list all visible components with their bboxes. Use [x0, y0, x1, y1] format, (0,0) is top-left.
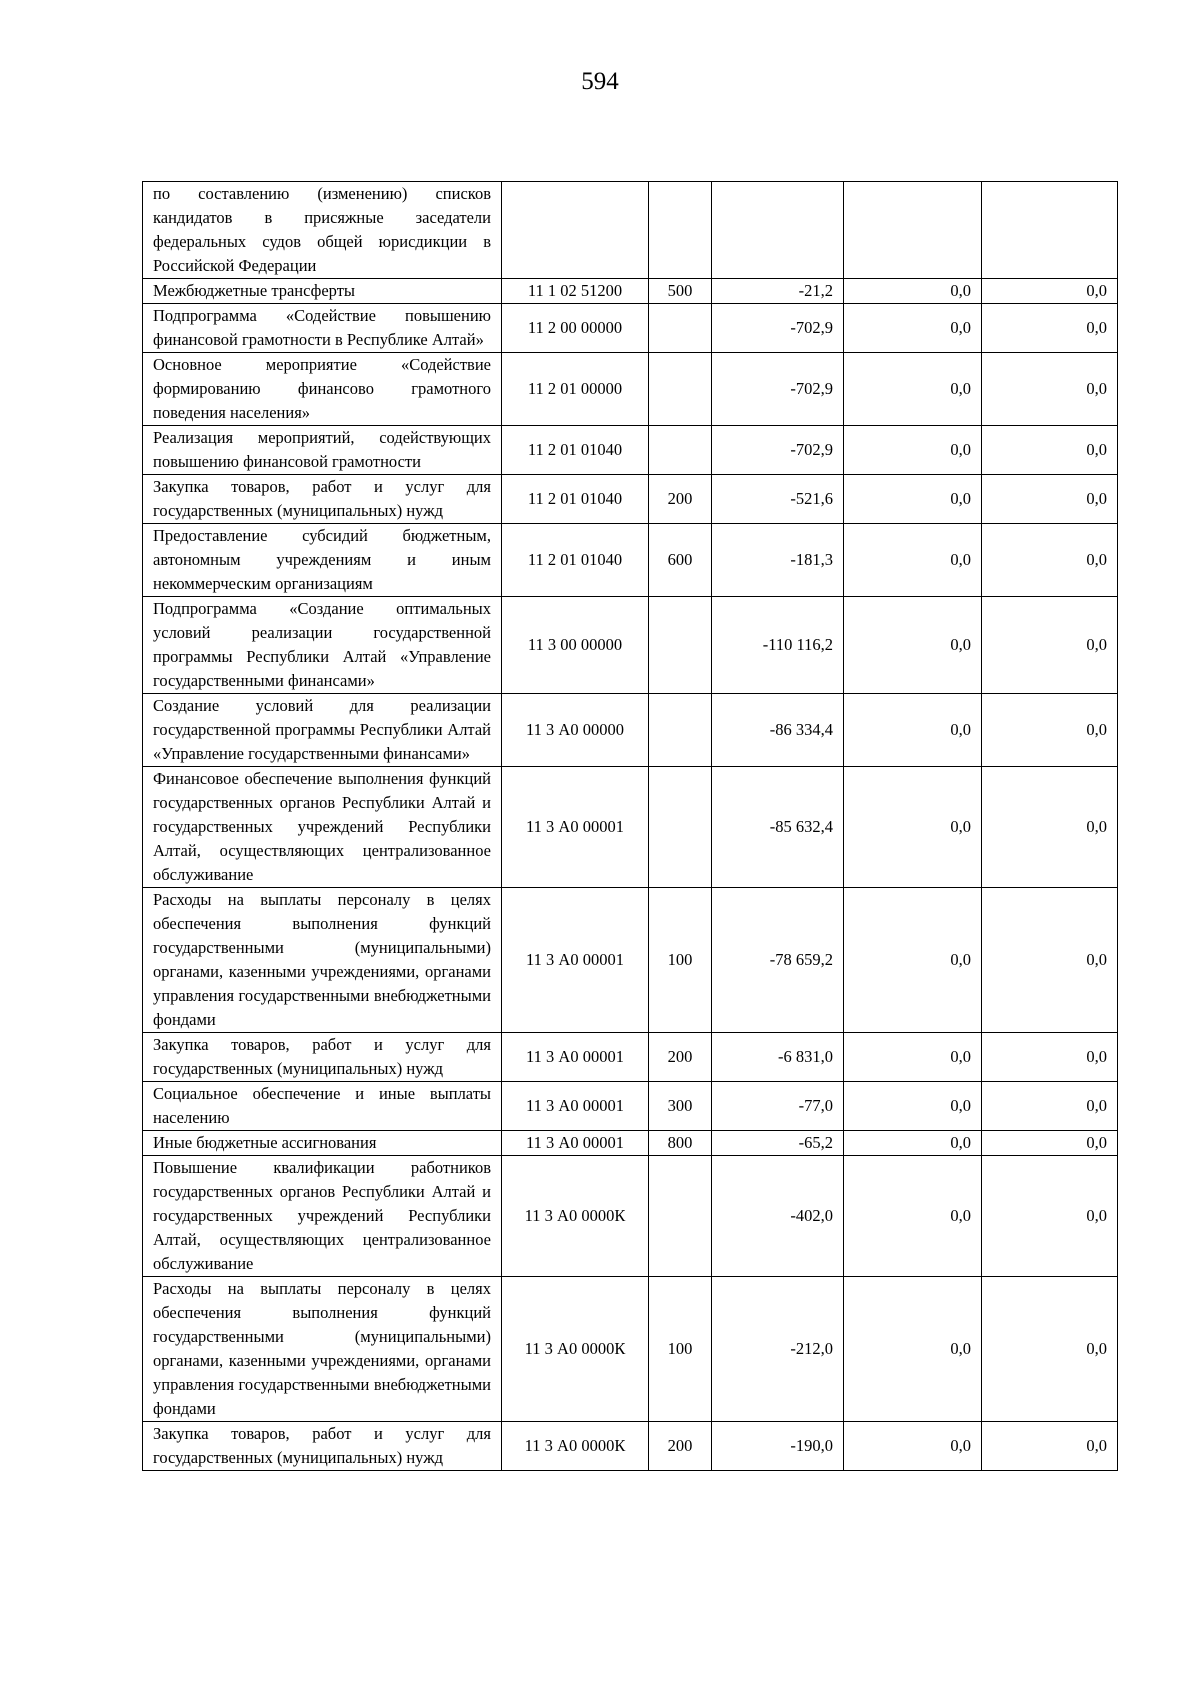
- table-row: [143, 1033, 1118, 1082]
- page-number: 594: [581, 68, 619, 95]
- row-type-cell: 200: [649, 1422, 712, 1471]
- row-value-2-cell: 0,0: [844, 1277, 982, 1422]
- row-name-cell: Реализация мероприятий, содействующих повышению финансовой грамотности: [143, 426, 502, 475]
- row-value-3-cell: 0,0: [982, 1422, 1118, 1471]
- row-value-1-cell: -521,6: [712, 475, 844, 524]
- row-value-1-cell: -6 831,0: [712, 1033, 844, 1082]
- row-value-3-cell: 0,0: [982, 475, 1118, 524]
- row-name-cell: Иные бюджетные ассигнования: [143, 1131, 502, 1156]
- row-value-1-cell: -86 334,4: [712, 694, 844, 767]
- row-value-2-cell: 0,0: [844, 1156, 982, 1277]
- row-value-2-cell: 0,0: [844, 426, 982, 475]
- row-name-cell: Создание условий для реализации государственной программы Республики Алтай «Управление государственными финансами»: [143, 694, 502, 767]
- row-code-cell: 11 3 А0 00001: [502, 767, 649, 888]
- row-value-1-cell: -190,0: [712, 1422, 844, 1471]
- row-value-1-cell: -65,2: [712, 1131, 844, 1156]
- row-name-cell: Предоставление субсидий бюджетным, автономным учреждениям и иным некоммерческим организациям: [143, 524, 502, 597]
- row-value-2-cell: 0,0: [844, 888, 982, 1033]
- table-row: [143, 279, 1118, 304]
- row-value-2-cell: 0,0: [844, 475, 982, 524]
- table-row: [143, 1082, 1118, 1131]
- table-row: [143, 888, 1118, 1033]
- table-row: [143, 1131, 1118, 1156]
- row-name-cell: Межбюджетные трансферты: [143, 279, 502, 304]
- row-value-2-cell: 0,0: [844, 304, 982, 353]
- row-code-cell: 11 2 00 00000: [502, 304, 649, 353]
- row-value-3-cell: 0,0: [982, 888, 1118, 1033]
- row-value-3-cell: 0,0: [982, 353, 1118, 426]
- row-code-cell: 11 3 А0 0000К: [502, 1422, 649, 1471]
- row-code-cell: 11 3 А0 00001: [502, 1131, 649, 1156]
- row-value-2-cell: 0,0: [844, 1033, 982, 1082]
- row-type-cell: [649, 426, 712, 475]
- row-type-cell: [649, 1156, 712, 1277]
- row-name-cell: Финансовое обеспечение выполнения функций государственных органов Республики Алтай и государственных учреждений Республики Алтай, осуществляющих централизованное обслуживание: [143, 767, 502, 888]
- row-value-1-cell: -21,2: [712, 279, 844, 304]
- row-name-cell: Социальное обеспечение и иные выплаты населению: [143, 1082, 502, 1131]
- row-name-cell: Основное мероприятие «Содействие формированию финансово грамотного поведения населения»: [143, 353, 502, 426]
- row-type-cell: 800: [649, 1131, 712, 1156]
- row-value-1-cell: -402,0: [712, 1156, 844, 1277]
- row-value-1-cell: -702,9: [712, 426, 844, 475]
- table-row: [143, 182, 1118, 279]
- row-code-cell: 11 2 01 01040: [502, 426, 649, 475]
- row-value-2-cell: 0,0: [844, 1131, 982, 1156]
- row-code-cell: [502, 182, 649, 279]
- row-value-1-cell: -78 659,2: [712, 888, 844, 1033]
- row-value-2-cell: 0,0: [844, 1422, 982, 1471]
- row-type-cell: 600: [649, 524, 712, 597]
- row-name-cell: Закупка товаров, работ и услуг для государственных (муниципальных) нужд: [143, 1422, 502, 1471]
- row-type-cell: 200: [649, 1033, 712, 1082]
- row-value-2-cell: [844, 182, 982, 279]
- budget-table: [142, 181, 1118, 1471]
- row-code-cell: 11 3 А0 00001: [502, 888, 649, 1033]
- row-type-cell: 100: [649, 1277, 712, 1422]
- row-type-cell: [649, 767, 712, 888]
- table-row: [143, 524, 1118, 597]
- row-value-2-cell: 0,0: [844, 1082, 982, 1131]
- row-name-cell: Подпрограмма «Создание оптимальных условий реализации государственной программы Республики Алтай «Управление государственными финансами»: [143, 597, 502, 694]
- row-value-3-cell: [982, 182, 1118, 279]
- row-code-cell: 11 3 00 00000: [502, 597, 649, 694]
- row-code-cell: 11 2 01 01040: [502, 475, 649, 524]
- row-value-1-cell: -181,3: [712, 524, 844, 597]
- row-code-cell: 11 2 01 01040: [502, 524, 649, 597]
- row-value-2-cell: 0,0: [844, 694, 982, 767]
- row-value-1-cell: -702,9: [712, 353, 844, 426]
- table-row: [143, 475, 1118, 524]
- budget-table-body: [143, 182, 1118, 1471]
- row-value-1-cell: -110 116,2: [712, 597, 844, 694]
- row-code-cell: 11 1 02 51200: [502, 279, 649, 304]
- row-name-cell: по составлению (изменению) списков кандидатов в присяжные заседатели федеральных судов общей юрисдикции в Российской Федерации: [143, 182, 502, 279]
- row-value-3-cell: 0,0: [982, 524, 1118, 597]
- row-value-1-cell: -77,0: [712, 1082, 844, 1131]
- table-row: [143, 694, 1118, 767]
- row-type-cell: [649, 597, 712, 694]
- row-code-cell: 11 3 А0 0000К: [502, 1156, 649, 1277]
- row-value-2-cell: 0,0: [844, 597, 982, 694]
- table-row: [143, 1156, 1118, 1277]
- row-value-3-cell: 0,0: [982, 1277, 1118, 1422]
- row-value-2-cell: 0,0: [844, 279, 982, 304]
- row-value-3-cell: 0,0: [982, 426, 1118, 475]
- row-value-3-cell: 0,0: [982, 1156, 1118, 1277]
- row-type-cell: [649, 304, 712, 353]
- row-value-3-cell: 0,0: [982, 597, 1118, 694]
- row-code-cell: 11 3 А0 00001: [502, 1082, 649, 1131]
- row-name-cell: Закупка товаров, работ и услуг для государственных (муниципальных) нужд: [143, 1033, 502, 1082]
- row-value-1-cell: [712, 182, 844, 279]
- row-type-cell: 500: [649, 279, 712, 304]
- row-value-2-cell: 0,0: [844, 353, 982, 426]
- table-row: [143, 353, 1118, 426]
- table-row: [143, 597, 1118, 694]
- row-name-cell: Расходы на выплаты персоналу в целях обеспечения выполнения функций государственными (муниципальными) органами, казенными учреждениями, органами управления государственными внебюджетными фондами: [143, 1277, 502, 1422]
- row-value-3-cell: 0,0: [982, 279, 1118, 304]
- row-code-cell: 11 3 А0 0000К: [502, 1277, 649, 1422]
- row-value-2-cell: 0,0: [844, 767, 982, 888]
- row-code-cell: 11 3 А0 00001: [502, 1033, 649, 1082]
- table-row: [143, 1422, 1118, 1471]
- table-row: [143, 1277, 1118, 1422]
- table-row: [143, 426, 1118, 475]
- table-row: [143, 767, 1118, 888]
- row-value-3-cell: 0,0: [982, 1082, 1118, 1131]
- row-type-cell: 300: [649, 1082, 712, 1131]
- row-value-3-cell: 0,0: [982, 694, 1118, 767]
- row-type-cell: [649, 353, 712, 426]
- row-value-1-cell: -85 632,4: [712, 767, 844, 888]
- row-code-cell: 11 2 01 00000: [502, 353, 649, 426]
- row-name-cell: Закупка товаров, работ и услуг для государственных (муниципальных) нужд: [143, 475, 502, 524]
- row-name-cell: Расходы на выплаты персоналу в целях обеспечения выполнения функций государственными (муниципальными) органами, казенными учреждениями, органами управления государственными внебюджетными фондами: [143, 888, 502, 1033]
- row-type-cell: [649, 694, 712, 767]
- row-type-cell: 100: [649, 888, 712, 1033]
- row-name-cell: Подпрограмма «Содействие повышению финансовой грамотности в Республике Алтай»: [143, 304, 502, 353]
- row-value-3-cell: 0,0: [982, 304, 1118, 353]
- row-type-cell: 200: [649, 475, 712, 524]
- row-code-cell: 11 3 А0 00000: [502, 694, 649, 767]
- row-name-cell: Повышение квалификации работников государственных органов Республики Алтай и государственных учреждений Республики Алтай, осуществляющих централизованное обслуживание: [143, 1156, 502, 1277]
- row-value-3-cell: 0,0: [982, 1131, 1118, 1156]
- row-value-1-cell: -212,0: [712, 1277, 844, 1422]
- row-value-3-cell: 0,0: [982, 767, 1118, 888]
- row-value-3-cell: 0,0: [982, 1033, 1118, 1082]
- row-value-1-cell: -702,9: [712, 304, 844, 353]
- row-value-2-cell: 0,0: [844, 524, 982, 597]
- table-row: [143, 304, 1118, 353]
- row-type-cell: [649, 182, 712, 279]
